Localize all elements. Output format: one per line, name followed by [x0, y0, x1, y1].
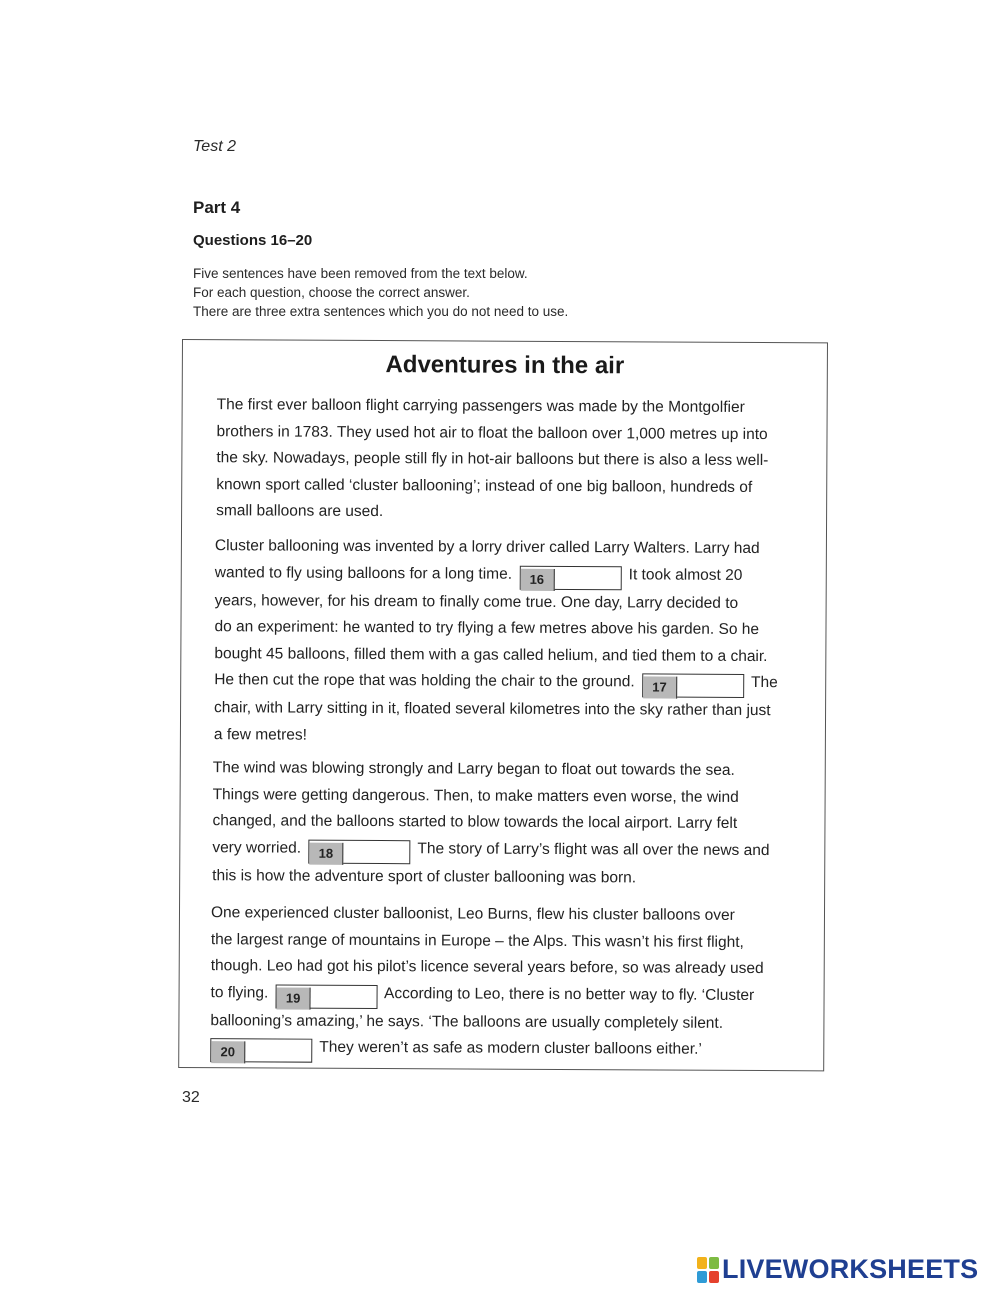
text-line: ballooning’s amazing,’ he says. ‘The balloons are usually completely silent. [210, 1011, 724, 1032]
answer-gap-18[interactable] [308, 839, 410, 864]
instructions [193, 264, 568, 321]
text-line: though. Leo had got his pilot’s licence several years before, so was already used [210, 957, 764, 978]
text-segment: The [751, 674, 778, 692]
text-segment: According to Leo, there is no better way to fly. ‘Cluster [384, 984, 755, 1004]
paragraph-3 [212, 755, 813, 893]
passage-title: Adventures in the air [385, 351, 625, 380]
text-segment: They weren’t as safe as modern cluster balloons either.’ [319, 1039, 702, 1059]
part-title: Part 4 [193, 198, 241, 217]
instruction-line: For each question, choose the correct answer. [193, 285, 470, 300]
text-line: changed, and the balloons started to blow towards the local airport. Larry felt [212, 812, 738, 833]
paragraph-1 [216, 392, 817, 528]
text-segment: The story of Larry’s flight was all over the news and [417, 840, 770, 859]
text-line: the sky. Nowadays, people still fly in hot-air balloons but there is also a less well- [216, 449, 769, 470]
text-line [210, 1035, 810, 1066]
text-line: do an experiment: he wanted to try flying a few metres above his garden. So he [214, 618, 760, 639]
liveworksheets-logo [697, 1254, 978, 1285]
text-line: years, however, for his dream to finally come true. One day, Larry decided to [214, 591, 739, 612]
answer-gap-19[interactable] [276, 984, 378, 1009]
text-line: a few metres! [213, 726, 308, 744]
text-line: Cluster ballooning was invented by a lorry driver called Larry Walters. Larry had [214, 537, 760, 558]
text-line [214, 668, 814, 699]
logo-square-icon [697, 1271, 707, 1283]
text-line: known sport called ‘cluster ballooning’; instead of one big balloon, hundreds of [216, 475, 753, 496]
answer-gap-17[interactable] [642, 674, 744, 699]
text-segment: It took almost 20 [628, 565, 743, 584]
answer-gap-16[interactable] [519, 565, 621, 590]
questions-title: Questions 16–20 [193, 232, 313, 249]
page-number: 32 [182, 1089, 200, 1106]
logo-square-icon [697, 1257, 707, 1269]
text-line: The first ever balloon flight carrying passengers was made by the Montgolfier [216, 396, 745, 416]
text-line: The wind was blowing strongly and Larry began to float out towards the sea. [212, 759, 735, 779]
text-segment: wanted to fly using balloons for a long time. [214, 563, 513, 583]
text-line: bought 45 balloons, filled them with a gas called helium, and tied them to a chair. [214, 644, 768, 665]
text-segment: He then cut the rope that was holding the chair to the ground. [214, 671, 635, 691]
text-segment: to flying. [210, 983, 269, 1002]
passage-box [178, 339, 828, 1071]
instruction-line: Five sentences have been removed from the text below. [193, 266, 528, 281]
text-line: Things were getting dangerous. Then, to make matters even worse, the wind [212, 785, 739, 806]
instruction-line: There are three extra sentences which you do not need to use. [193, 304, 569, 319]
gap-number: 20 [211, 1042, 245, 1064]
text-line: the largest range of mountains in Europe – the Alps. This wasn’t his first flight, [210, 930, 744, 951]
paragraph-2 [214, 533, 815, 752]
text-line: chair, with Larry sitting in it, floated several kilometres into the sky rather than just [214, 699, 771, 720]
test-label: Test 2 [193, 138, 236, 155]
text-line: this is how the adventure sport of cluster ballooning was born. [212, 866, 637, 887]
liveworksheets-logo-icon [697, 1257, 719, 1283]
gap-number: 16 [520, 568, 554, 590]
gap-number: 18 [309, 842, 343, 864]
answer-gap-20[interactable] [210, 1039, 312, 1064]
brand-text: LIVEWORKSHEETS [722, 1254, 979, 1284]
text-line: One experienced cluster balloonist, Leo Burns, flew his cluster balloons over [210, 904, 735, 924]
text-segment: very worried. [212, 838, 302, 857]
gap-number: 19 [277, 987, 311, 1009]
text-line [212, 835, 812, 866]
text-line: brothers in 1783. They used hot air to float the balloon over 1,000 metres up into [216, 422, 768, 443]
text-line [215, 560, 815, 591]
gap-number: 17 [643, 677, 677, 699]
paragraph-4 [210, 900, 811, 1066]
text-line [210, 980, 810, 1011]
logo-square-icon [709, 1271, 719, 1283]
logo-square-icon [709, 1257, 719, 1269]
text-line: small balloons are used. [216, 502, 384, 521]
